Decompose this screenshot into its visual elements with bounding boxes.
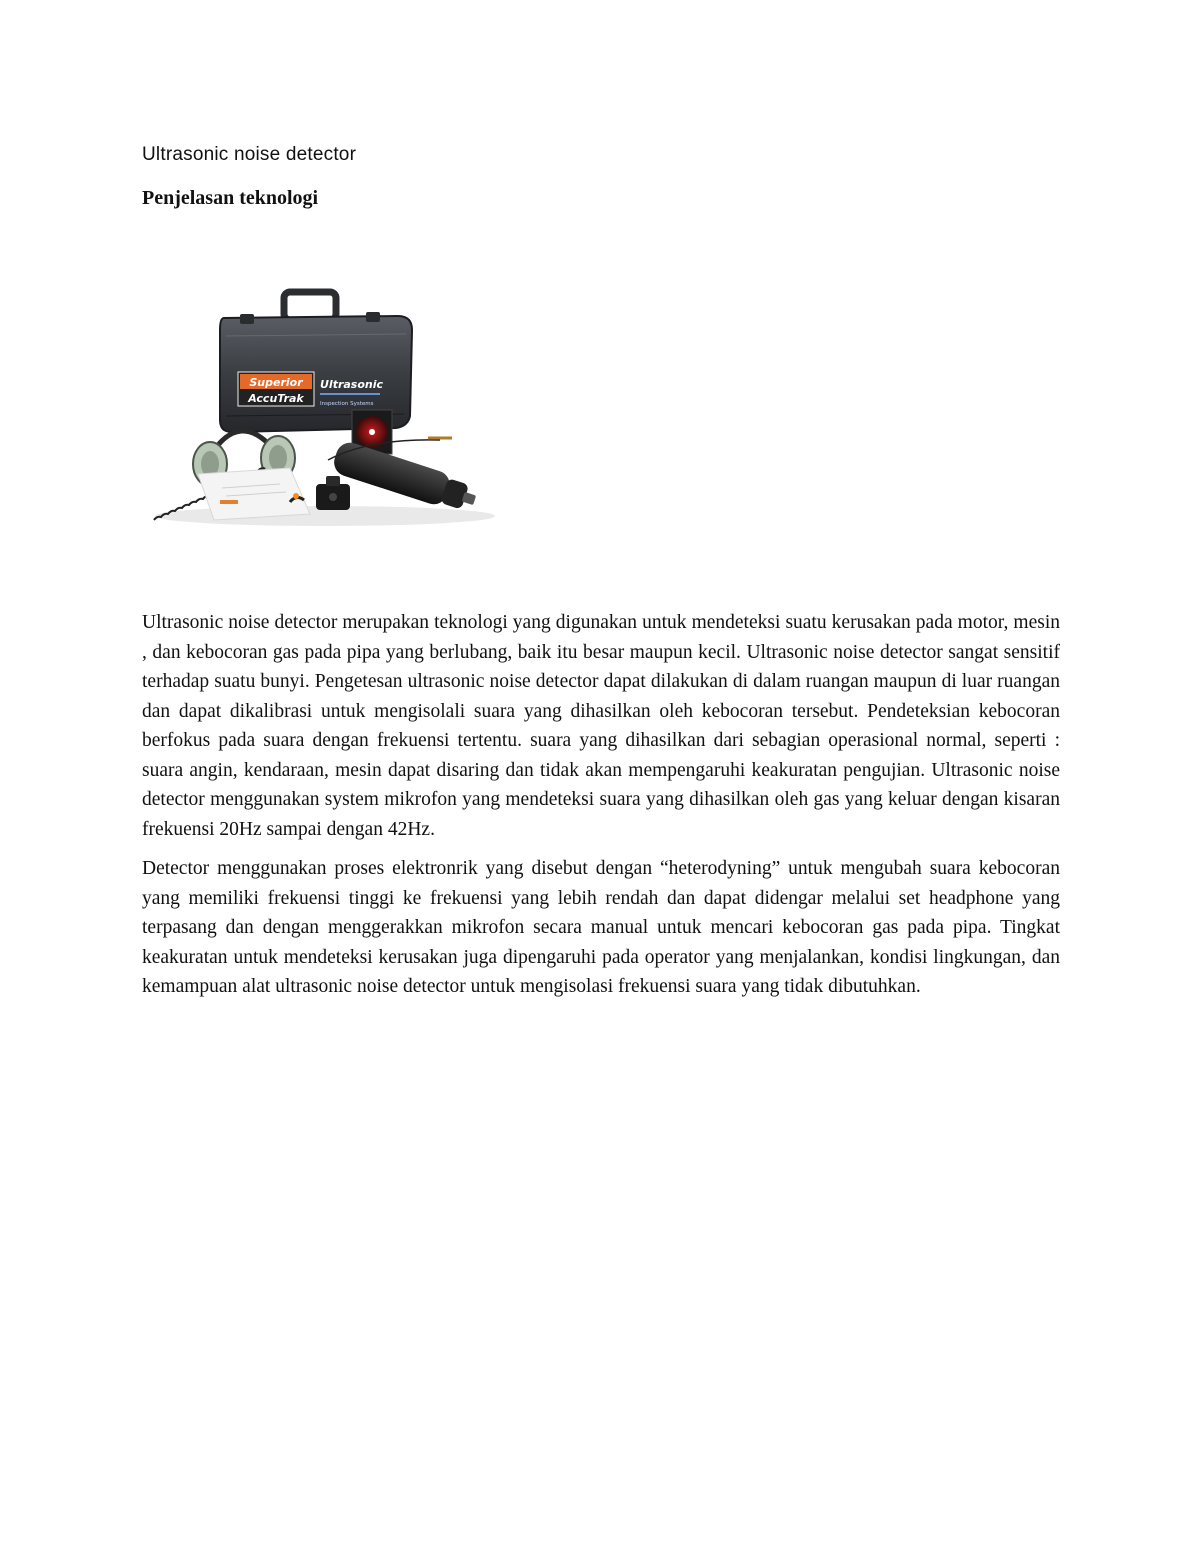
case-label-text: Ultrasonic: [320, 378, 384, 391]
microphone-probe: [331, 439, 480, 516]
brand-name-text: Superior: [249, 376, 303, 389]
section-heading: Penjelasan teknologi: [142, 187, 319, 209]
paragraph-1: Ultrasonic noise detector merupakan teknologi yang digunakan untuk mendeteksi suatu kerusakan pada motor, mesin , dan kebocoran gas pada pipa yang berlubang, baik itu besar maupun kecil. Ultrasonic noise detector sangat sensitif terhadap suatu bunyi. Pengetesan ultrasonic noise detector dapat dilakukan di dalam ruangan maupun di luar ruangan dan dapat dikalibrasi untuk mengisolali suara yang dihasilkan oleh kebocoran tersebut. Pendeteksian kebocoran berfokus pada suara dengan frekuensi tertentu. suara yang dihasilkan dari sebagian operasional normal, seperti : suara angin, kendaraan, mesin dapat disaring dan tidak akan mempengaruhi keakuratan pengujian. Ultrasonic noise detector menggunakan system mikrofon yang mendeteksi suara yang dihasilkan oleh gas yang keluar dengan kisaran frekuensi 20Hz sampai dengan 42Hz.: [142, 612, 1060, 840]
body-text: [142, 608, 1060, 1012]
product-photo: [140, 288, 500, 528]
case-sublabel-text: Inspection Systems: [320, 401, 374, 407]
ultrasonic-kit-illustration: [140, 288, 500, 528]
paragraph-2: Detector menggunakan proses elektronrik yang disebut dengan “heterodyning” untuk mengubah suara kebocoran yang memiliki frekuensi tinggi ke frekuensi yang lebih rendah dan dapat didengar melalui set headphone yang terpasang dan dengan menggerakkan mikrofon secara manual untuk mencari kebocoran gas pada pipa. Tingkat keakuratan untuk mendeteksi kerusakan juga dipengaruhi pada operator yang menjalankan, kondisi lingkungan, dan kemampuan alat ultrasonic noise detector untuk mengisolasi frekuensi suara yang tidak dibutuhkan.: [142, 858, 1060, 997]
brand-model-text: AccuTrak: [248, 392, 304, 405]
document-title: Ultrasonic noise detector: [142, 144, 357, 165]
case-handle: [284, 292, 336, 320]
